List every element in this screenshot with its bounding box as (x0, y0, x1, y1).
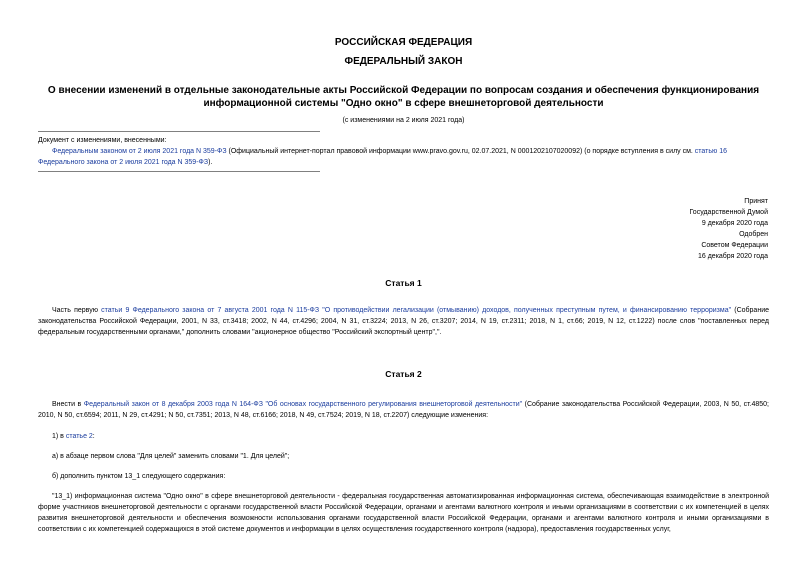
amendments-text (38, 146, 771, 168)
adoption-line-3: 9 декабря 2020 года (701, 220, 768, 227)
adoption-line-2: Государственной Думой (689, 209, 768, 216)
adoption-line-1: Принят (744, 198, 768, 205)
law-type-heading: ФЕДЕРАЛЬНЫЙ ЗАКОН (344, 56, 463, 67)
adoption-line-6: 16 декабря 2020 года (697, 253, 768, 260)
amendments-bottom-rule (38, 171, 320, 172)
entry-into-force-link[interactable]: статью 16 Федерального закона от 2 июля 2021 года N 359-ФЗ (38, 148, 727, 166)
amendments-text-1: (Официальный интернет-портал правовой информации www.pravo.gov.ru, 02.07.2021, N 0001202107020092) (о порядке вступления в силу см. (226, 148, 695, 155)
article-2-link[interactable]: статье 2 (65, 433, 93, 440)
law-title: О внесении изменений в отдельные законодательные акты Российской Федерации по вопросам создания и обеспечения функционирования информационной системы "Одно окно" в сфере внешнеторговой деятельности (47, 85, 760, 109)
country-heading: РОССИЙСКАЯ ФЕДЕРАЦИЯ (334, 37, 473, 48)
revision-note: (с изменениями на 2 июля 2021 года) (342, 117, 465, 124)
article-2-paragraph-1 (38, 399, 769, 421)
adoption-block (568, 196, 768, 262)
article-2-item-a: а) в абзаце первом слова "Для целей" заменить словами "1. Для целей"; (52, 453, 290, 460)
law-164-fz-link[interactable]: Федеральный закон от 8 декабря 2003 года N 164-ФЗ "Об основах государственного регулирования внешнеторговой деятельности" (83, 401, 523, 408)
adoption-line-4: Одобрен (739, 231, 768, 238)
law-115-fz-link[interactable]: статьи 9 Федерального закона от 7 августа 2001 года N 115-ФЗ "О противодействии легализации (отмыванию) доходов, полученных преступным путем, и финансированию терроризма" (101, 307, 732, 314)
article-2-text-rest: (Собрание законодательства Российской Федерации, 2003, N 50, ст.4850; 2010, N 50, ст.6594; 2011, N 29, ст.4291; N 50, ст.7351; 2013, N 48, ст.6166; 2018, N 49, ст.7524; 2019, N 18, ст.2207) следующие изменения: (38, 401, 769, 419)
article-1-text-rest: (Собрание законодательства Российской Федерации, 2001, N 33, ст.3418; 2002, N 44, ст.4296; 2004, N 31, ст.3224; 2013, N 26, ст.3207; 2014, N 19, ст.2311; 2018, N 1, ст.66; 2019, N 12, ст.1222) после слов "поставленных перед федеральным государственными органами," дополнить словами "акционерное общество "Российский экспортный центр",". (38, 307, 769, 336)
amendments-text-2: ). (208, 159, 213, 166)
article-1-paragraph (38, 305, 769, 338)
item-1-start: 1) в (52, 433, 66, 440)
article-2-quote: "13_1) информационная система "Одно окно" в сфере внешнеторговой деятельности - федеральная государственная автоматизированная информационная система, обеспечивающая взаимодействие в электронной форме участников внешнеторговой деятельности с органами государственной власти Российской Федерации, органами и агентами валютного контроля и иными организациями в соответствии с их компетенцией в целях развития внешнеторговой деятельности и обеспечения возможности использования органами государственной власти Российской Федерации, органами и агентами валютного контроля и иными организациями в соответствии с их компетенцией содержащихся в этой системе документов и информации в целях осуществления государственного контроля (надзора), предоставления государственных услуг, (38, 493, 769, 533)
adoption-line-5: Советом Федерации (701, 242, 768, 249)
article-2-heading: Статья 2 (385, 369, 422, 379)
article-2-text-start: Внести в (52, 401, 84, 408)
article-2-item-b: б) дополнить пунктом 13_1 следующего содержания: (52, 473, 226, 480)
amendments-block (38, 135, 771, 168)
amending-law-link[interactable]: Федеральным законом от 2 июля 2021 года N 359-ФЗ (52, 148, 227, 155)
article-2-item-1 (38, 431, 769, 442)
amendments-top-rule (38, 131, 320, 132)
article-1-text-start: Часть первую (52, 307, 102, 314)
amendments-intro: Документ с изменениями, внесенными: (38, 137, 167, 144)
article-1-heading: Статья 1 (385, 278, 422, 288)
item-1-end: : (92, 433, 95, 440)
